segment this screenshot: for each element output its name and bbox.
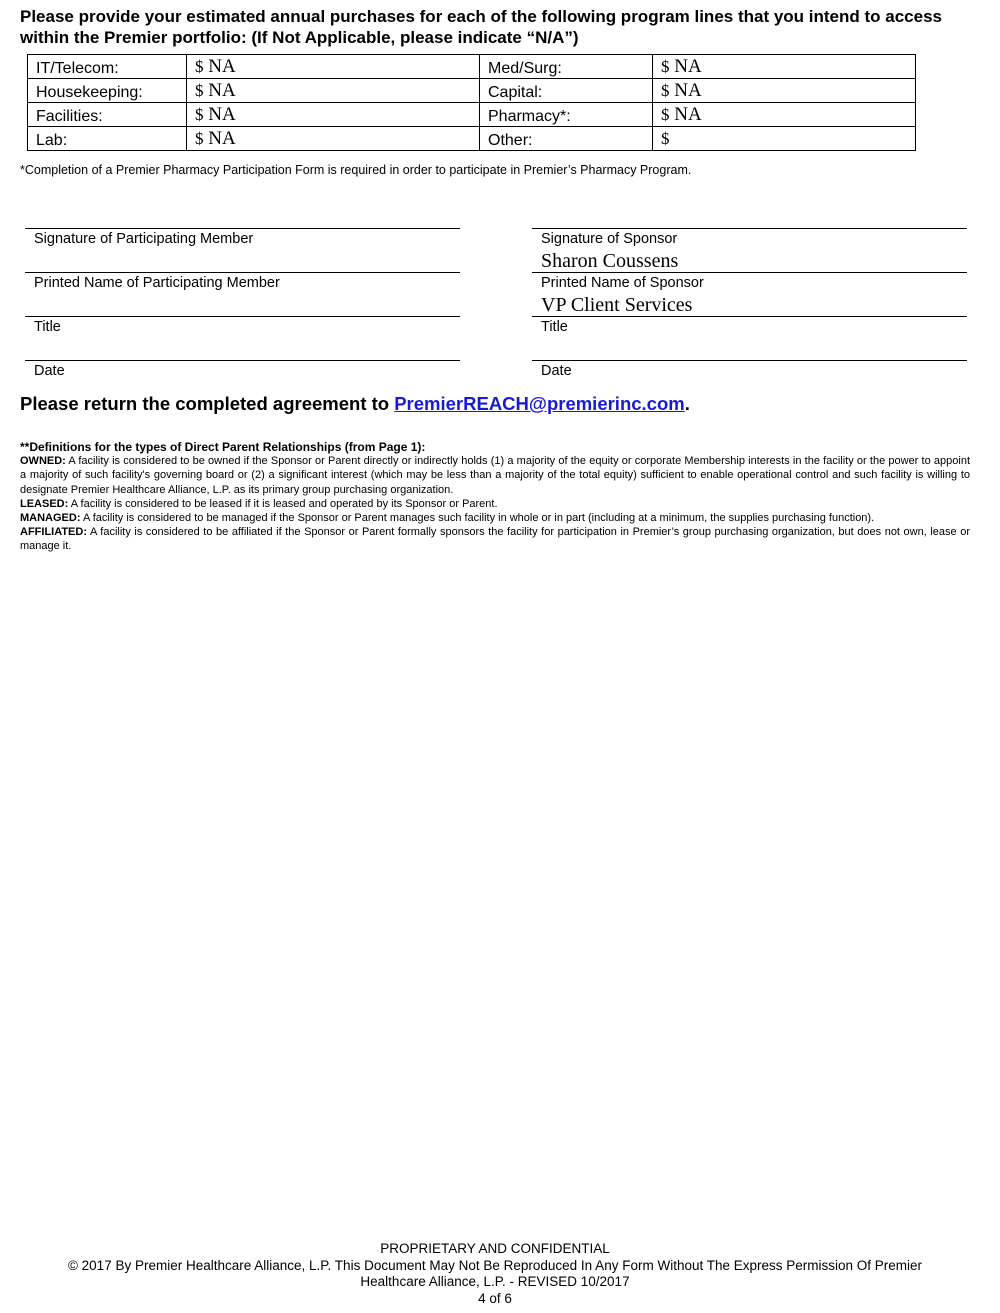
member-signature-line[interactable] — [25, 316, 460, 359]
amount-value: NA — [208, 56, 236, 77]
member-signature-line[interactable] — [25, 228, 460, 271]
amount-field[interactable] — [187, 127, 480, 151]
definition-term: OWNED: — [20, 455, 66, 468]
program-label: Facilities: — [28, 103, 187, 127]
sponsor-signature-line[interactable] — [532, 228, 967, 271]
member-signature-caption: Signature of Participating Member — [34, 231, 254, 247]
currency-symbol: $ — [661, 129, 670, 148]
section-heading: Please provide your estimated annual purchases for each of the following program lines that you intend to access within the Premier portfolio: (If Not Applicable, please indicate “N/A”) — [20, 7, 942, 47]
amount-value: NA — [208, 104, 236, 125]
amount-field[interactable] — [653, 103, 916, 127]
amount-field[interactable] — [187, 55, 480, 79]
definition-item — [20, 497, 970, 511]
program-label: Housekeeping: — [28, 79, 187, 103]
page-footer — [0, 1241, 990, 1307]
return-instructions — [20, 393, 690, 415]
amount-value: NA — [208, 128, 236, 149]
sponsor-signature-line[interactable] — [532, 316, 967, 359]
program-label: Other: — [480, 127, 653, 151]
currency-symbol: $ — [195, 81, 204, 100]
currency-symbol: $ — [661, 105, 670, 124]
definition-term: MANAGED: — [20, 512, 81, 525]
footer-confidential: PROPRIETARY AND CONFIDENTIAL — [380, 1241, 610, 1256]
member-signature-caption: Title — [34, 319, 61, 335]
amount-value: NA — [674, 104, 702, 125]
purchases-table — [27, 54, 916, 151]
definition-item — [20, 454, 970, 497]
definition-term: LEASED: — [20, 497, 69, 510]
page-number: 4 of 6 — [478, 1290, 512, 1306]
sponsor-signature-block — [532, 228, 967, 404]
sponsor-filled-value: Sharon Coussens — [541, 250, 679, 272]
purchase-row — [28, 55, 916, 79]
definition-text: A facility is considered to be managed if the Sponsor or Parent manages such facility in whole or in part (including at a minimum, the supplies purchasing function). — [80, 512, 875, 525]
definition-item — [20, 525, 970, 553]
sponsor-signature-line[interactable] — [532, 272, 967, 315]
definition-term: AFFILIATED: — [20, 526, 88, 539]
member-signature-line[interactable] — [25, 272, 460, 315]
program-label: Capital: — [480, 79, 653, 103]
definitions-title: **Definitions for the types of Direct Parent Relationships (from Page 1): — [20, 440, 426, 454]
program-label: Med/Surg: — [480, 55, 653, 79]
currency-symbol: $ — [195, 105, 204, 124]
member-signature-block — [25, 228, 460, 404]
currency-symbol: $ — [661, 57, 670, 76]
member-signature-caption: Printed Name of Participating Member — [34, 275, 280, 291]
pharmacy-footnote: *Completion of a Premier Pharmacy Participation Form is required in order to participate in Premier’s Pharmacy Program. — [20, 163, 692, 177]
amount-value: NA — [674, 56, 702, 77]
sponsor-filled-value: VP Client Services — [541, 294, 693, 316]
sponsor-signature-caption: Title — [541, 319, 568, 335]
amount-field[interactable] — [653, 79, 916, 103]
amount-field[interactable] — [187, 79, 480, 103]
definitions-section — [20, 440, 970, 554]
purchase-row — [28, 103, 916, 127]
return-email-link[interactable]: PremierREACH@premierinc.com — [394, 393, 685, 414]
amount-value: NA — [674, 80, 702, 101]
return-suffix: . — [684, 393, 690, 414]
purchase-row — [28, 127, 916, 151]
amount-value: NA — [208, 80, 236, 101]
sponsor-signature-caption: Date — [541, 363, 572, 379]
sponsor-signature-caption: Signature of Sponsor — [541, 231, 678, 247]
definition-item — [20, 511, 970, 525]
program-label: Lab: — [28, 127, 187, 151]
amount-field[interactable] — [653, 127, 916, 151]
footer-copyright: © 2017 By Premier Healthcare Alliance, L.P. This Document May Not Be Reproduced In Any Form Without The Express Permission Of Premier — [67, 1257, 923, 1273]
currency-symbol: $ — [195, 129, 204, 148]
return-text: Please return the completed agreement to — [20, 393, 395, 414]
purchase-row — [28, 79, 916, 103]
footer-copyright-cont: Healthcare Alliance, L.P. - REVISED 10/2017 — [360, 1274, 630, 1289]
currency-symbol: $ — [195, 57, 204, 76]
program-label: IT/Telecom: — [28, 55, 187, 79]
amount-field[interactable] — [653, 55, 916, 79]
currency-symbol: $ — [661, 81, 670, 100]
program-label: Pharmacy*: — [480, 103, 653, 127]
member-signature-caption: Date — [34, 363, 65, 379]
sponsor-signature-caption: Printed Name of Sponsor — [541, 275, 704, 291]
amount-field[interactable] — [187, 103, 480, 127]
definition-text: A facility is considered to be affiliated if the Sponsor or Parent formally sponsors the facility for participation in Premier’s group purchasing organization, but does not own, lease or manage it. — [20, 526, 970, 553]
definition-text: A facility is considered to be owned if the Sponsor or Parent directly or indirectly holds (1) a majority of the equity or corporate Membership interests in the facility or the power to appoint a majority of such facility's governing board or (2) a significant interest (which may be less than a majority of the total equity) sufficient to enable operational control and such facility is willing to designate Premier Healthcare Alliance, L.P. as its primary group purchasing organization. — [20, 455, 970, 496]
definition-text: A facility is considered to be leased if it is leased and operated by its Sponsor or Parent. — [68, 497, 498, 510]
